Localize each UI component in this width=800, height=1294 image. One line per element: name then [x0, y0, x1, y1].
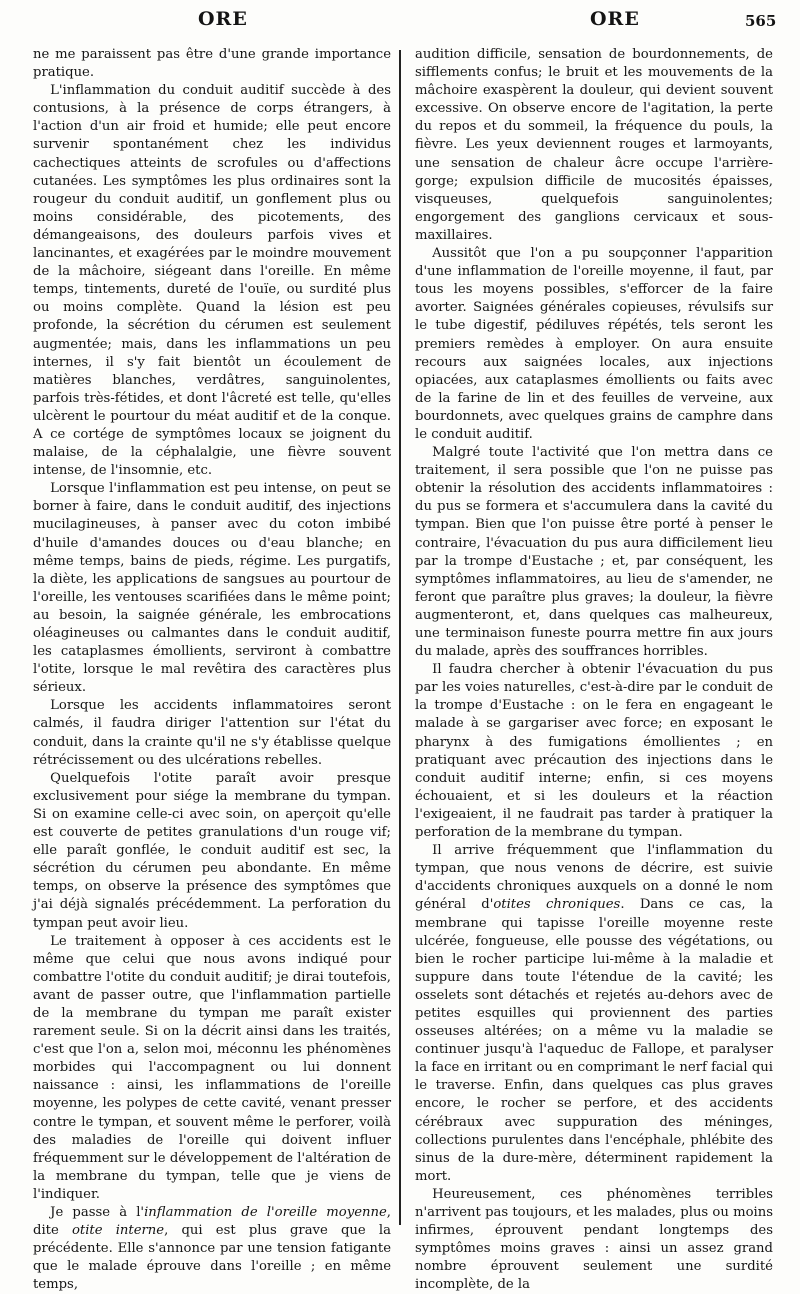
paragraph: Il arrive fréquemment que l'inflammation du tympan, que nous venons de décrire, est suivie d'accidents chroniques auxquels on a donné le nom général d'otites chroniques. Dans ce cas, la membrane qui tapisse l'oreille moyenne reste ulcérée, fongueuse, elle pousse des végétations, ou bien le rocher participe lui-même à la maladie et suppure dans toute l'étendue de la cavité; les osselets sont détachés et rejetés au-dehors avec de petites esquilles qui proviennent des parties osseuses altérées; on a même vu la maladie se continuer jusqu'à l'aqueduc de Fallope, et paralyser la face en irritant ou en comprimant le nerf facial qui le traverse. Enfin, dans quelques cas plus graves encore, le rocher se perfore, et des accidents cérébraux avec suppuration des méninges, collections purulentes dans l'encéphale, phlébite des sinus de la dure-mère, déterminent rapidement la mort. — [415, 843, 773, 1184]
paragraph: L'inflammation du conduit auditif succède à des contusions, à la présence de corps étrangers, à l'action d'un air froid et humide; elle peut encore survenir spontanément chez les individus cachectiques atteints de scrofules ou d'affections cutanées. Les symptômes les plus ordinaires sont la rougeur du conduit auditif, un gonflement plus ou moins considérable, des picotements, des démangeaisons, des douleurs parfois vives et lancinantes, et exagérées par le moindre mouvement de la mâchoire, siégeant dans l'oreille. En même temps, tintements, dureté de l'ouïe, ou surdité plus ou moins complète. Quand la lésion est peu profonde, la sécrétion du cérumen est seulement augmentée; mais, dans les inflammations un peu internes, il s'y fait bientôt un écoulement de matières blanches, verdâtres, sanguinolentes, parfois très-fétides, et dont l'âcreté est telle, qu'elles ulcèrent le pourtour du méat auditif et de la conque. A ce cortége de symptômes locaux se joignent du malaise, de la céphalalgie, une fièvre souvent intense, de l'insomnie, etc. — [33, 83, 391, 479]
paragraph: ne me paraissent pas être d'une grande importance pratique. — [33, 47, 391, 81]
italic-term: otite interne — [71, 1223, 165, 1239]
paragraph: Heureusement, ces phénomènes terribles n'arrivent pas toujours, et les malades, plus ou moins infirmes, éprouvent pendant longtemps des symptômes moins graves : ainsi un assez grand nombre éprouvent seulement une surdité incomplète, de la — [415, 1186, 773, 1293]
paragraph: Malgré toute l'activité que l'on mettra dans ce traitement, il sera possible que l'on ne puisse pas obtenir la résolution des accidents inflammatoires : du pus se formera et s'accumulera dans la cavité du tympan. Bien que l'on puisse être porté à penser le contraire, l'évacuation du pus aura difficilement lieu par la trompe d'Eustache ; et, par conséquent, les symptômes inflammatoires, au lieu de s'amender, ne feront que paraître plus graves; la douleur, la fièvre augmenteront, et, dans quelques cas malheureux, une terminaison funeste pourra mettre fin aux jours du malade, après des souffrances horribles. — [415, 445, 773, 660]
page-number: 565 — [745, 12, 777, 30]
paragraph: audition difficile, sensation de bourdonnements, de sifflements confus; le bruit et les mouvements de la mâchoire exaspèrent la douleur, qui devient souvent excessive. On observe encore de l'agitation, la perte du repos et du sommeil, la fréquence du pouls, la fièvre. Les yeux deviennent rouges et larmoyants, une sensation de chaleur âcre occupe l'arrière-gorge; expulsion difficile de mucosités épaisses, visqueuses, quelquefois sanguinolentes; engorgement des ganglions cervicaux et sous-maxillaires. — [415, 47, 773, 243]
paragraph: Aussitôt que l'on a pu soupçonner l'apparition d'une inflammation de l'oreille moyenne, il faut, par tous les moyens possibles, s'efforcer de la faire avorter. Saignées générales copieuses, révulsifs sur le tube digestif, pédiluves répétés, tels seront les premiers remèdes à employer. On aura ensuite recours aux saignées locales, aux injections opiacées, aux cataplasmes émollients ou faits avec de la farine de lin et des feuilles de verveine, aux bourdonnets, avec quelques grains de camphre dans le conduit auditif. — [415, 246, 773, 442]
right-column — [415, 46, 773, 1294]
paragraph: Il faudra chercher à obtenir l'évacuation du pus par les voies naturelles, c'est-à-dire par le conduit de la trompe d'Eustache : on le fera en engageant le malade à se gargariser avec force; en exposant le pharynx à des fumigations émollientes ; en pratiquant avec précaution des injections dans le conduit auditif interne; enfin, si ces moyens échouaient, et si les douleurs et la réaction l'exigeaient, il ne faudrait pas tarder à pratiquer la perforation de la membrane du tympan. — [415, 662, 773, 841]
paragraph: Je passe à l'inflammation de l'oreille moyenne, dite otite interne, qui est plus grave que la précédente. Elle s'annonce par une tension fatigante que le malade éprouve dans l'oreille ; en même temps, — [33, 1205, 391, 1293]
column-divider — [399, 50, 401, 1225]
left-column — [33, 46, 391, 1294]
paragraph: Lorsque l'inflammation est peu intense, on peut se borner à faire, dans le conduit auditif, des injections mucilagineuses, à panser avec du coton imbibé d'huile d'amandes douces ou d'eau blanche; en même temps, bains de pieds, régime. Les purgatifs, la diète, les applications de sangsues au pourtour de l'oreille, les ventouses scarifiées dans le même point; au besoin, la saignée générale, les embrocations oléagineuses ou calmantes dans le conduit auditif, les cataplasmes émollients, serviront à combattre l'otite, lorsque le mal revêtira des caractères plus sérieux. — [33, 481, 391, 696]
italic-term: inflammation de l'oreille moyenne — [144, 1205, 387, 1220]
paragraph: Le traitement à opposer à ces accidents est le même que celui que nous avons indiqué pour combattre l'otite du conduit auditif; je dirai toutefois, avant de passer outre, que l'inflammation partielle de la membrane du tympan me paraît exister rarement seule. Si on la décrit ainsi dans les traités, c'est que l'on a, selon moi, méconnu les phénomènes morbides qui l'accompagnent ou lui donnent naissance : ainsi, les inflammations de l'oreille moyenne, les polypes de cette cavité, venant presser contre le tympan, et souvent même le perforer, voilà des maladies de l'oreille qui doivent influer fréquemment sur le développement de l'altération de la membrane du tympan, telle que je viens de l'indiquer. — [33, 933, 391, 1202]
italic-term: otites chroniques — [493, 897, 621, 913]
running-head-right: ORE — [590, 8, 640, 30]
paragraph: Quelquefois l'otite paraît avoir presque exclusivement pour siége la membrane du tympan. Si on examine celle-ci avec soin, on aperçoit qu'elle est couverte de petites granulations d'un rouge vif; elle paraît gonflée, le conduit auditif est sec, la sécrétion du cérumen peu abondante. En même temps, on observe la présence des symptômes que j'ai déjà signalés précédemment. La perforation du tympan peut avoir lieu. — [33, 770, 391, 931]
running-head-left: ORE — [198, 8, 248, 30]
paragraph: Lorsque les accidents inflammatoires seront calmés, il faudra diriger l'attention sur l'état du conduit, dans la crainte qu'il ne s'y établisse quelque rétrécissement ou des ulcérations rebelles. — [33, 698, 391, 768]
page-header — [0, 8, 800, 44]
